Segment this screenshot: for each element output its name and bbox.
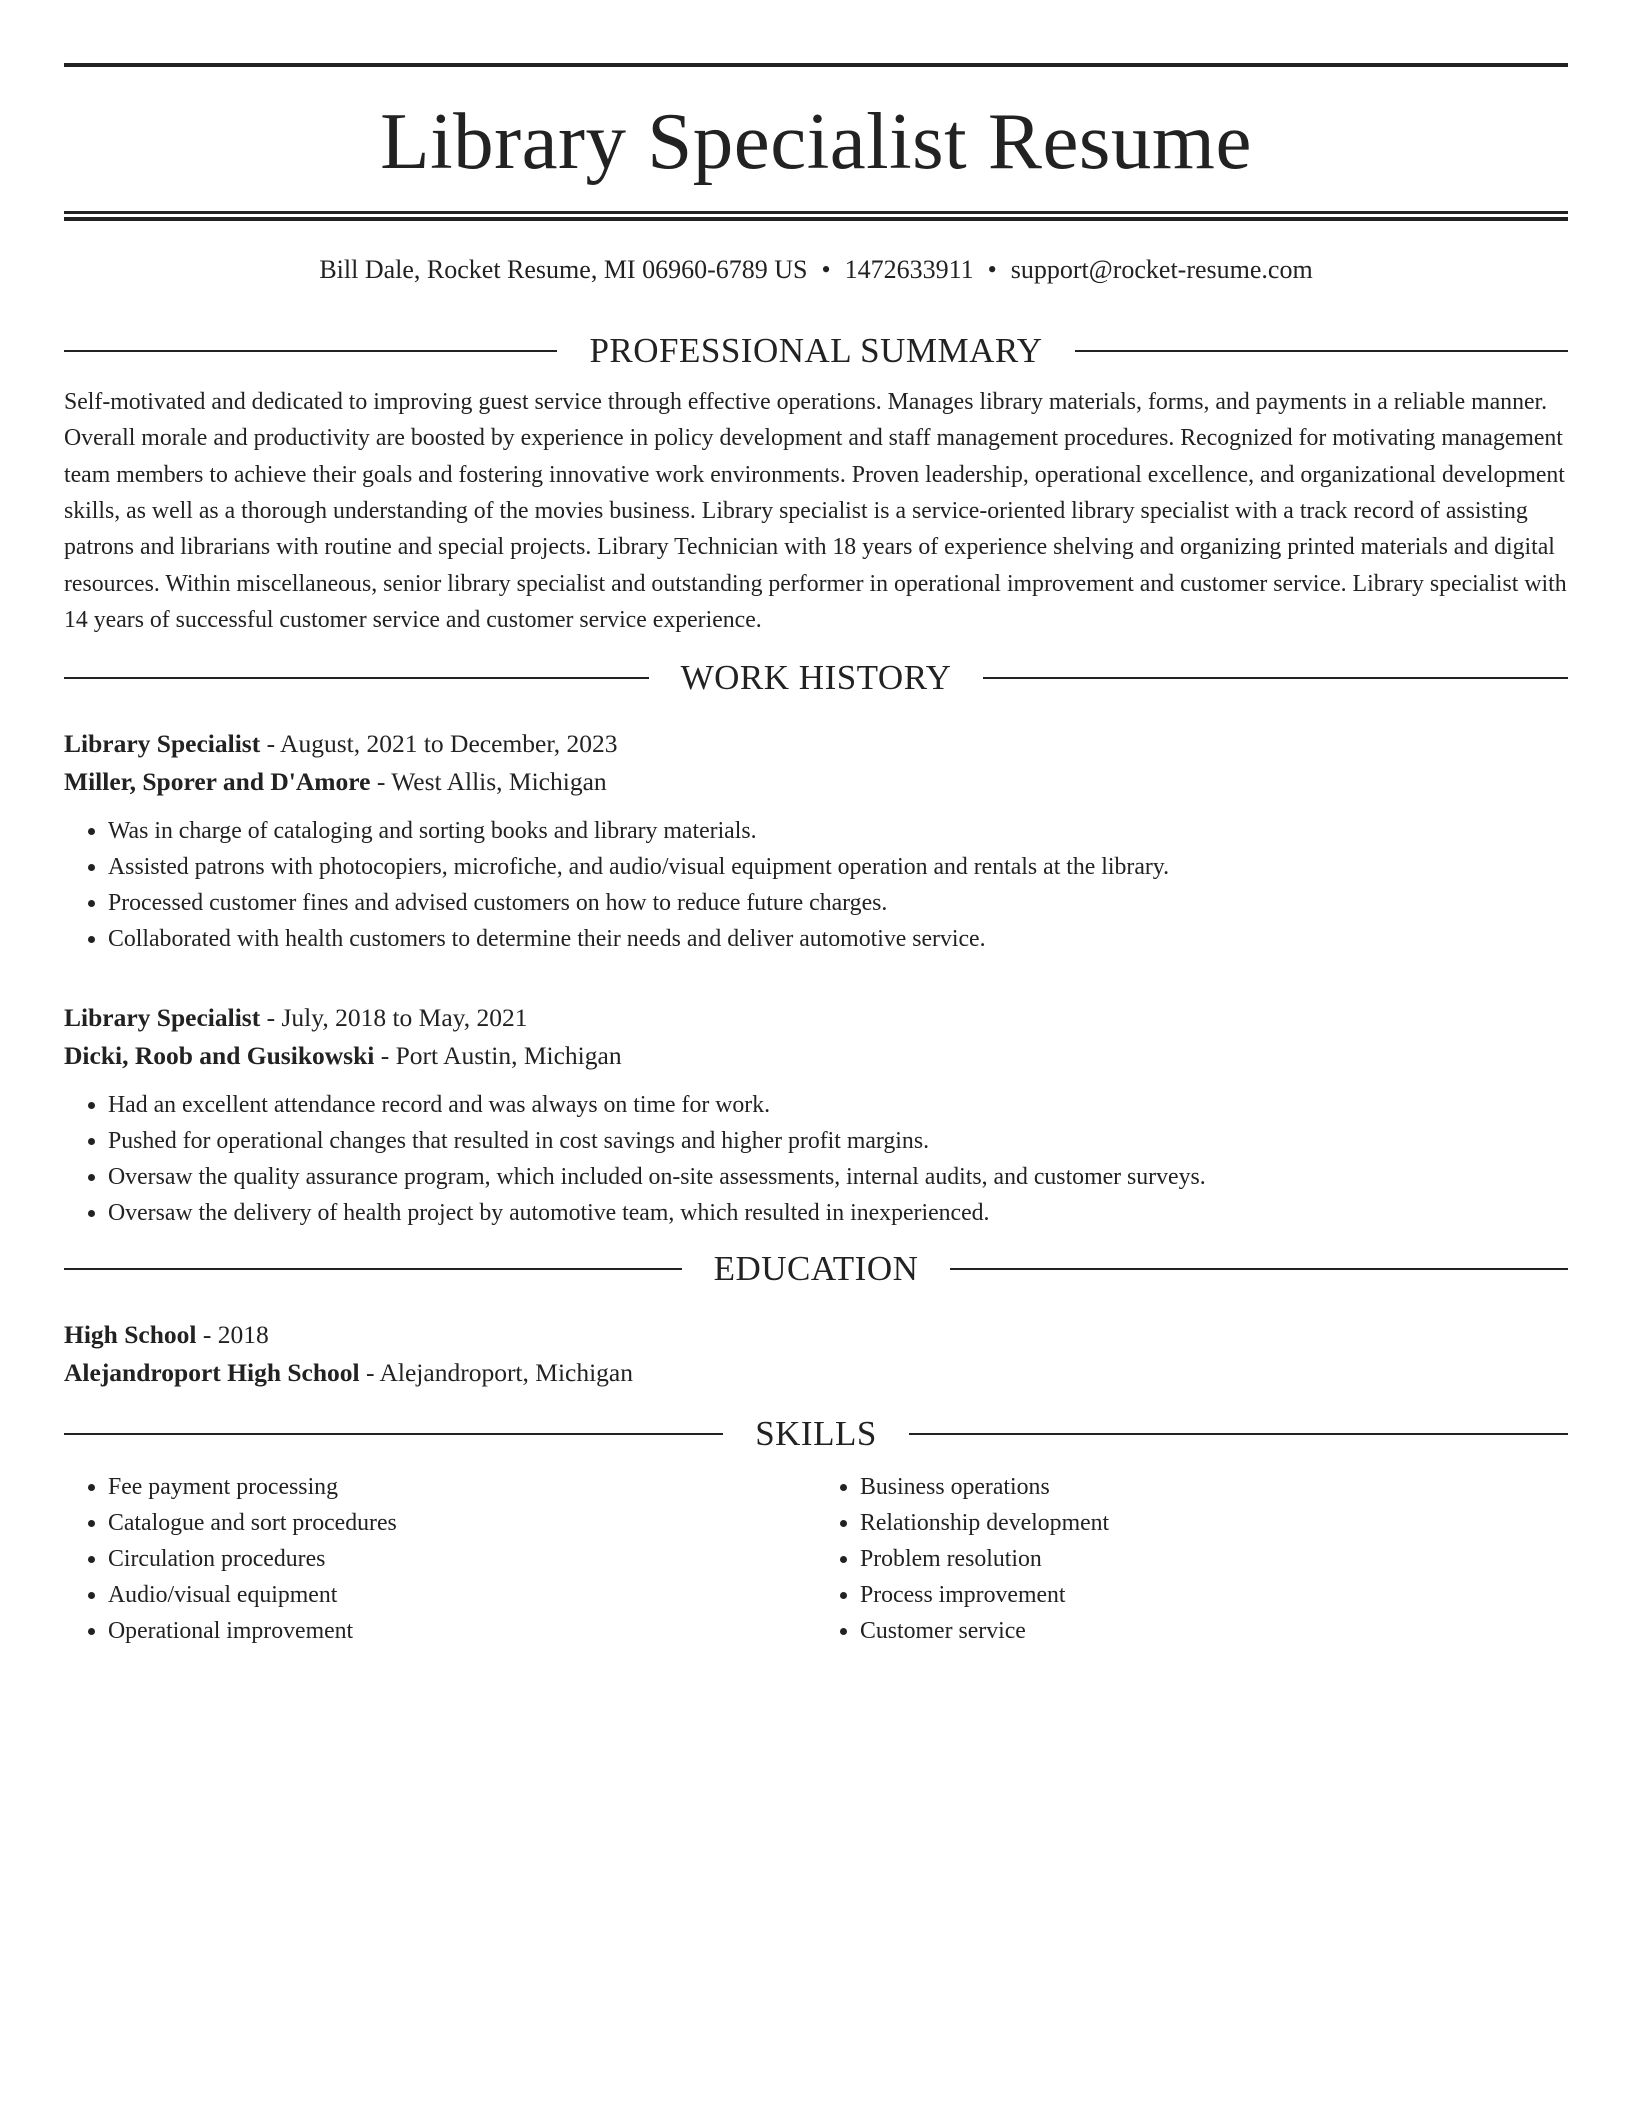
job-location: - West Allis, Michigan [370,767,607,797]
list-item: • Was in charge of cataloging and sorting books and library materials. [108,813,1568,849]
job-title: Library Specialist [64,729,261,759]
education-year: - 2018 [196,1320,269,1350]
skill-item: • Fee payment processing [108,1469,816,1505]
title-double-rule [64,211,1568,221]
job-entry [64,999,1568,1231]
summary-paragraph: Self-motivated and dedicated to improving guest service through effective operations. Manages library materials, forms, and payments in a reliable manner. Overall morale and productivity are boosted by experience in policy development and staff management procedures. Recognized for motivating management team members to achieve their goals and fostering innovative work environments. Proven leadership, operational excellence, and organizational development skills, as well as a thorough understanding of the movies business. Library specialist is a service-oriented library specialist with a track record of assisting patrons and librarians with routine and special projects. Library Technician with 18 years of experience shelving and organizing printed materials and digital resources. Within miscellaneous, senior library specialist and outstanding performer in operational improvement and customer service. Library specialist with 14 years of successful customer service and customer service experience. [64,389,1567,633]
education-section-heading [64,1249,1568,1289]
list-item: • Had an excellent attendance record and was always on time for work. [108,1087,1568,1123]
list-item: • Assisted patrons with photocopiers, microfiche, and audio/visual equipment operation and rentals at the library. [108,849,1568,885]
heading-rule-left [64,350,557,352]
list-item: • Collaborated with health customers to determine their needs and deliver automotive service. [108,921,1568,957]
work-section-heading [64,658,1568,698]
contact-email: support@rocket-resume.com [1010,255,1313,284]
skill-item: • Business operations [860,1469,1568,1505]
job-company-line [64,763,1568,801]
education-school: Alejandroport High School [64,1358,360,1388]
summary-heading-label: PROFESSIONAL SUMMARY [589,331,1043,371]
contact-phone: 1472633911 [844,255,974,284]
job-location: - Port Austin, Michigan [374,1041,622,1071]
skills-section-heading [64,1414,1568,1454]
list-item: • Processed customer fines and advised customers on how to reduce future charges. [108,885,1568,921]
education-location: - Alejandroport, Michigan [359,1358,633,1388]
summary-section-heading [64,331,1568,371]
list-item: • Pushed for operational changes that resulted in cost savings and higher profit margins. [108,1123,1568,1159]
heading-rule-left [64,1433,723,1435]
job-title-line [64,725,1568,763]
skill-item: • Operational improvement [108,1613,816,1649]
contact-separator: • [821,255,831,284]
work-heading-label: WORK HISTORY [680,658,952,698]
job-entry [64,725,1568,957]
resume-title: Library Specialist Resume [380,96,1252,186]
heading-rule-left [64,677,649,679]
skill-item: • Customer service [860,1613,1568,1649]
heading-rule-left [64,1268,682,1270]
skills-columns [64,1469,1568,1649]
list-item: • Oversaw the quality assurance program, which included on-site assessments, internal audits, and customer surveys. [108,1159,1568,1195]
job-title: Library Specialist [64,1003,261,1033]
job-bullets [64,1087,1568,1231]
skills-heading-label: SKILLS [755,1414,877,1454]
education-degree-line [64,1316,1568,1354]
list-item: • Oversaw the delivery of health project by automotive team, which resulted in inexperienced. [108,1195,1568,1231]
skill-item: • Audio/visual equipment [108,1577,816,1613]
job-company-line [64,1037,1568,1075]
skill-item: • Problem resolution [860,1541,1568,1577]
heading-rule-right [909,1433,1568,1435]
contact-line [64,254,1568,285]
skill-item: • Relationship development [860,1505,1568,1541]
job-dates: - August, 2021 to December, 2023 [260,729,618,759]
skills-list-left [64,1469,816,1649]
top-rule [64,63,1568,67]
job-company: Miller, Sporer and D'Amore [64,767,371,797]
skills-list-right [816,1469,1568,1649]
education-entry [64,1316,1568,1392]
education-heading-label: EDUCATION [713,1249,919,1289]
contact-separator: • [987,255,997,284]
job-title-line [64,999,1568,1037]
heading-rule-right [950,1268,1568,1270]
heading-rule-right [1075,350,1568,352]
job-bullets [64,813,1568,957]
heading-rule-right [983,677,1568,679]
contact-address: Bill Dale, Rocket Resume, MI 06960-6789 US [319,255,808,284]
education-school-line [64,1354,1568,1392]
job-dates: - July, 2018 to May, 2021 [260,1003,528,1033]
skill-item: • Catalogue and sort procedures [108,1505,816,1541]
education-degree: High School [64,1320,197,1350]
skill-item: • Process improvement [860,1577,1568,1613]
job-company: Dicki, Roob and Gusikowski [64,1041,375,1071]
skill-item: • Circulation procedures [108,1541,816,1577]
